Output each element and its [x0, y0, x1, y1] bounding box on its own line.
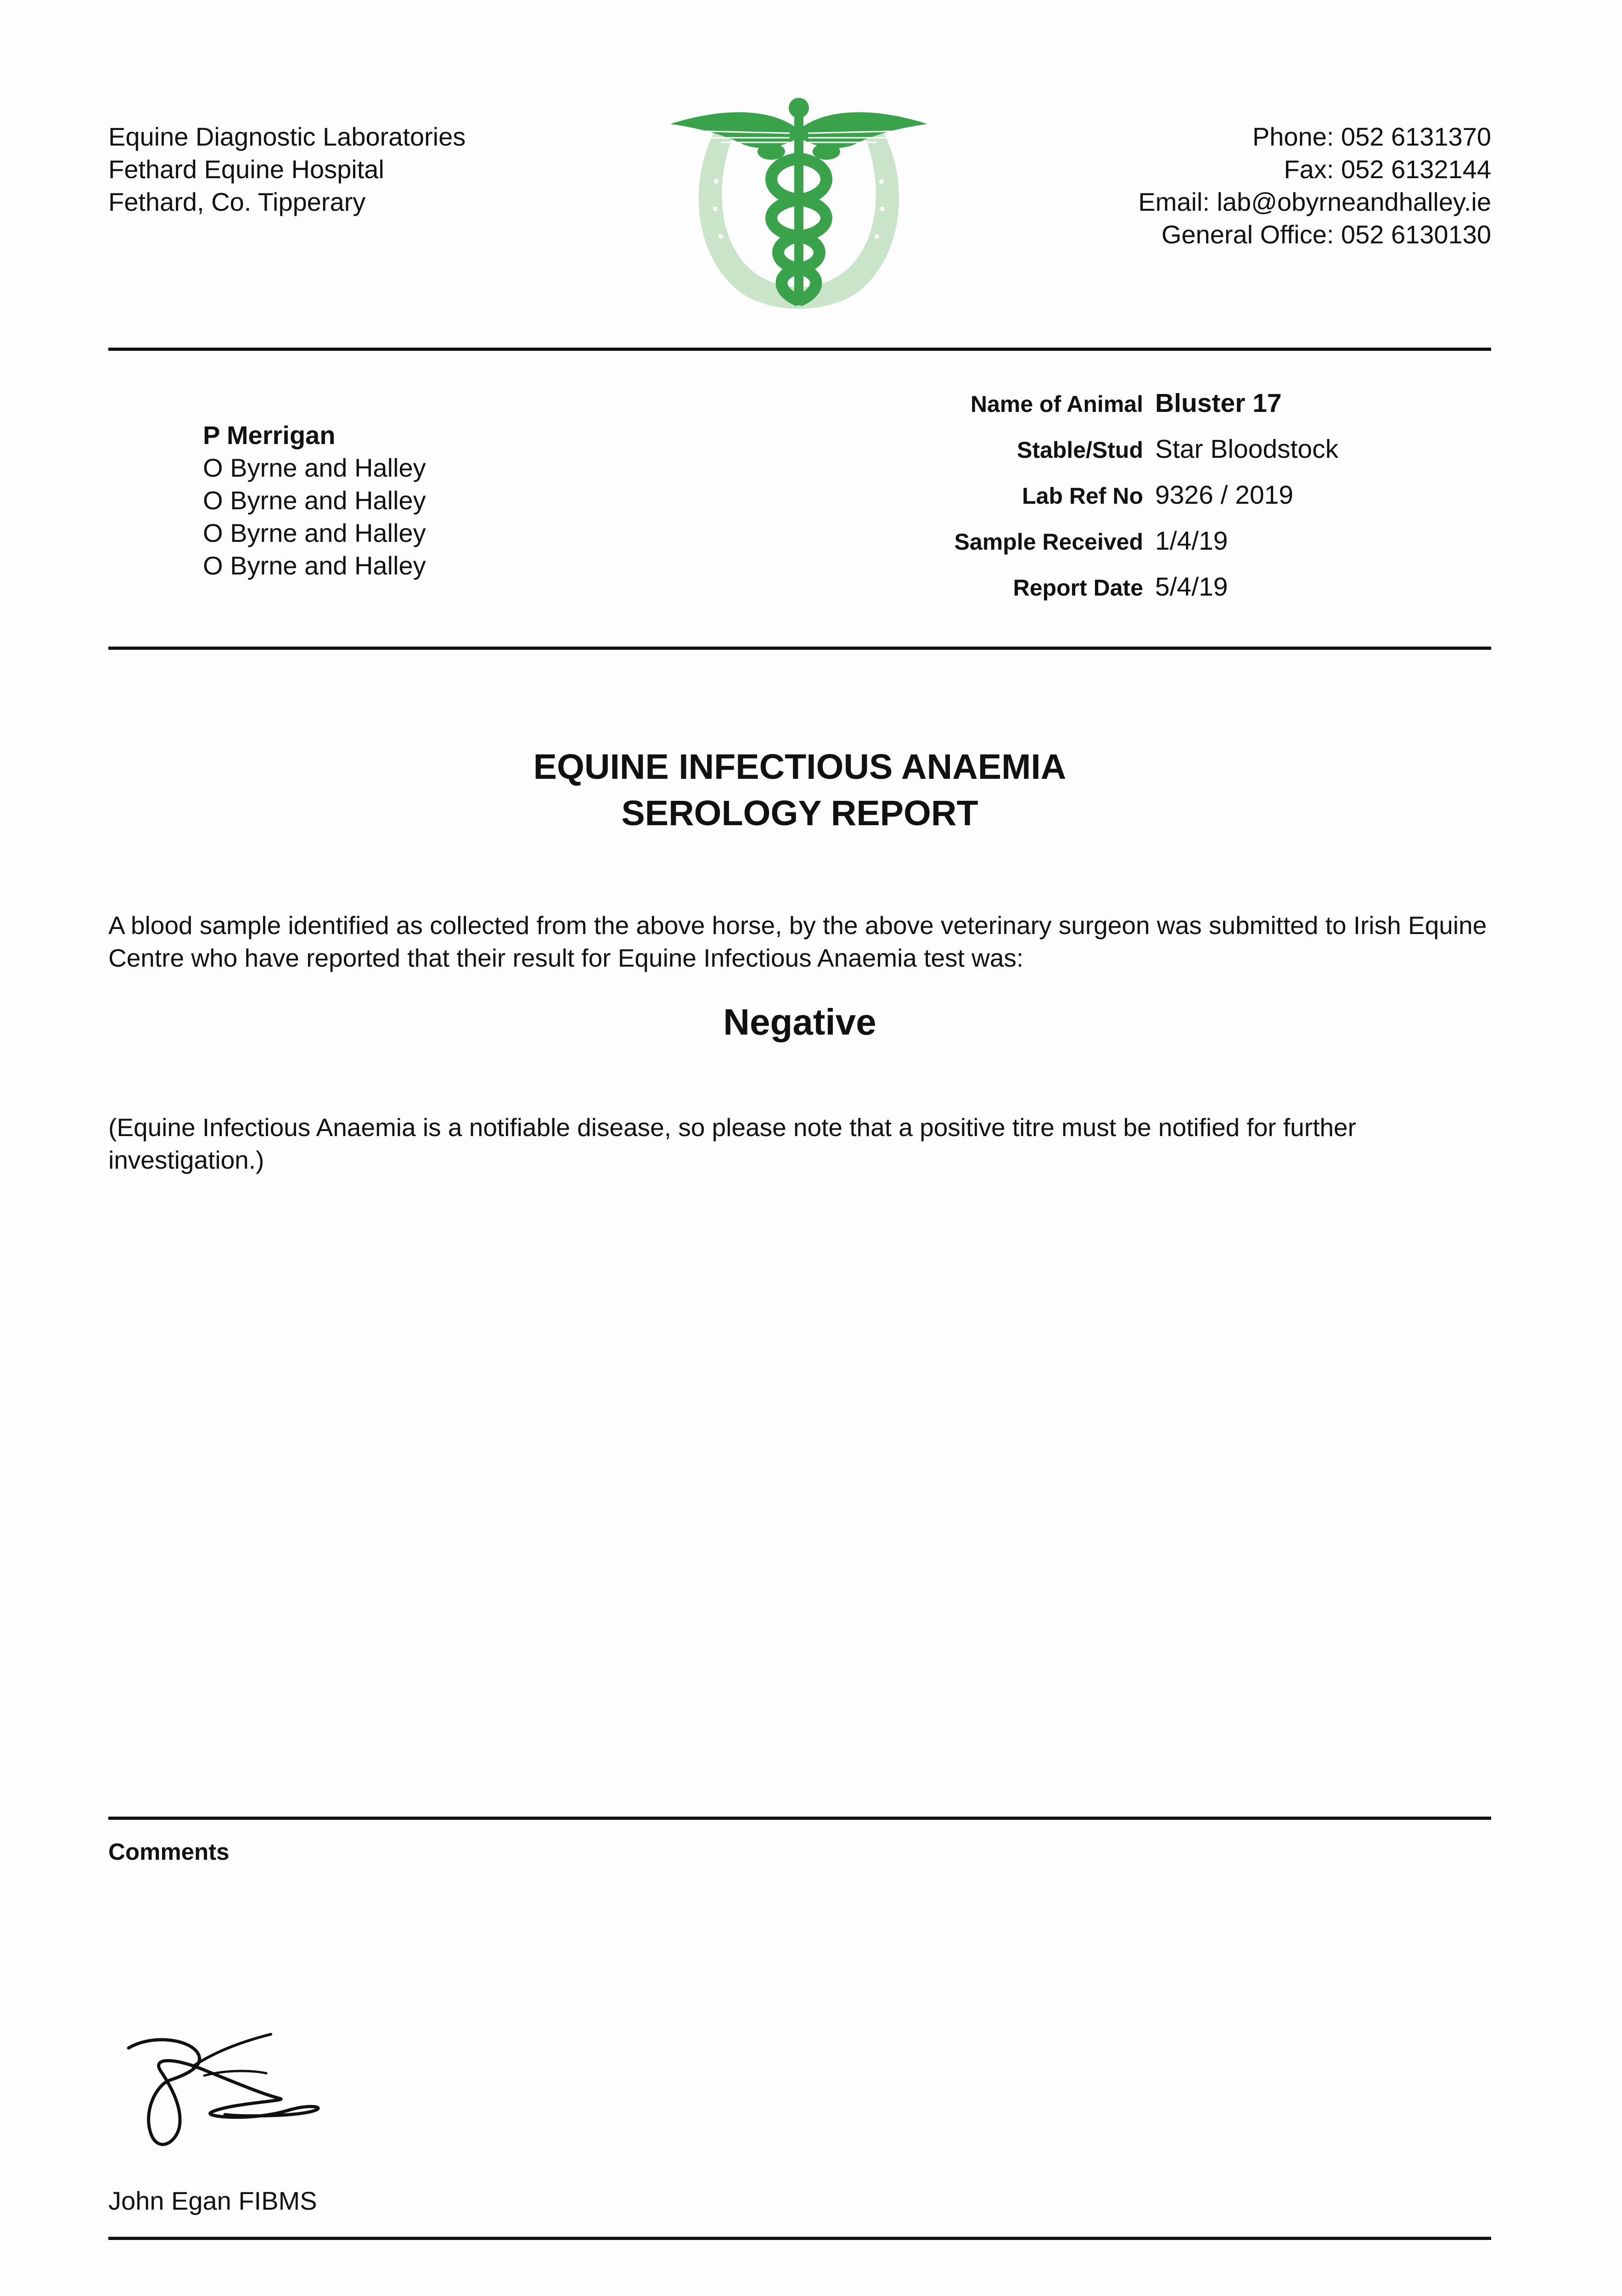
addressee-line: O Byrne and Halley — [203, 551, 426, 580]
report-title — [108, 744, 1491, 837]
report-title-line-1: EQUINE INFECTIOUS ANAEMIA — [533, 747, 1066, 787]
addressee-name: P Merrigan — [203, 421, 336, 450]
comments-label: Comments — [108, 1839, 230, 1865]
detail-label: Name of Animal — [970, 391, 1143, 417]
email-address: Email: lab@obyrneandhalley.ie — [1138, 187, 1491, 216]
caduceus-horseshoe-icon — [661, 90, 937, 319]
detail-label: Lab Ref No — [1022, 483, 1143, 509]
report-intro: A blood sample identified as collected from the above horse, by the above veterinary surgeon was submitted to Irish Equine Centre who have reported that their result for Equine Infectious Anaemia test was: — [108, 911, 1487, 972]
detail-value: Bluster 17 — [1155, 388, 1282, 418]
fax-number: Fax: 052 6132144 — [1284, 155, 1491, 184]
addressee-block — [203, 419, 426, 582]
details-divider — [108, 647, 1491, 650]
detail-row-animal-name — [863, 388, 1338, 434]
comments-divider — [108, 1817, 1491, 1820]
signer-name: John Egan FIBMS — [108, 2186, 317, 2215]
detail-value: 9326 / 2019 — [1155, 480, 1294, 510]
detail-row-stable — [863, 434, 1338, 480]
addressee-line: O Byrne and Halley — [203, 486, 426, 515]
sample-details — [863, 388, 1338, 618]
detail-label: Stable/Stud — [1016, 437, 1143, 463]
test-result: Negative — [723, 1002, 876, 1042]
report-note: (Equine Infectious Anaemia is a notifiable disease, so please note that a positive titre must be notified for further investigation.) — [108, 1113, 1356, 1174]
addressee-line: O Byrne and Halley — [203, 453, 426, 482]
detail-value: Star Bloodstock — [1155, 434, 1339, 464]
lab-contact — [1138, 120, 1491, 251]
detail-value: 1/4/19 — [1155, 526, 1228, 556]
phone-number: Phone: 052 6131370 — [1252, 122, 1491, 151]
handwritten-signature-icon — [115, 2030, 344, 2158]
lab-location: Fethard, Co. Tipperary — [108, 187, 366, 216]
lab-address — [108, 120, 466, 218]
detail-row-lab-ref — [863, 480, 1338, 526]
detail-row-sample-received — [863, 526, 1338, 572]
detail-label: Report Date — [1013, 575, 1143, 601]
lab-name: Equine Diagnostic Laboratories — [108, 122, 466, 151]
addressee-line: O Byrne and Halley — [203, 518, 426, 547]
report-title-line-2: SEROLOGY REPORT — [621, 793, 978, 833]
footer-divider — [108, 2237, 1491, 2240]
detail-label: Sample Received — [954, 529, 1143, 555]
header-divider — [108, 348, 1491, 351]
general-office-number: General Office: 052 6130130 — [1161, 220, 1491, 249]
lab-hospital: Fethard Equine Hospital — [108, 155, 384, 184]
detail-value: 5/4/19 — [1155, 572, 1228, 602]
detail-row-report-date — [863, 572, 1338, 618]
